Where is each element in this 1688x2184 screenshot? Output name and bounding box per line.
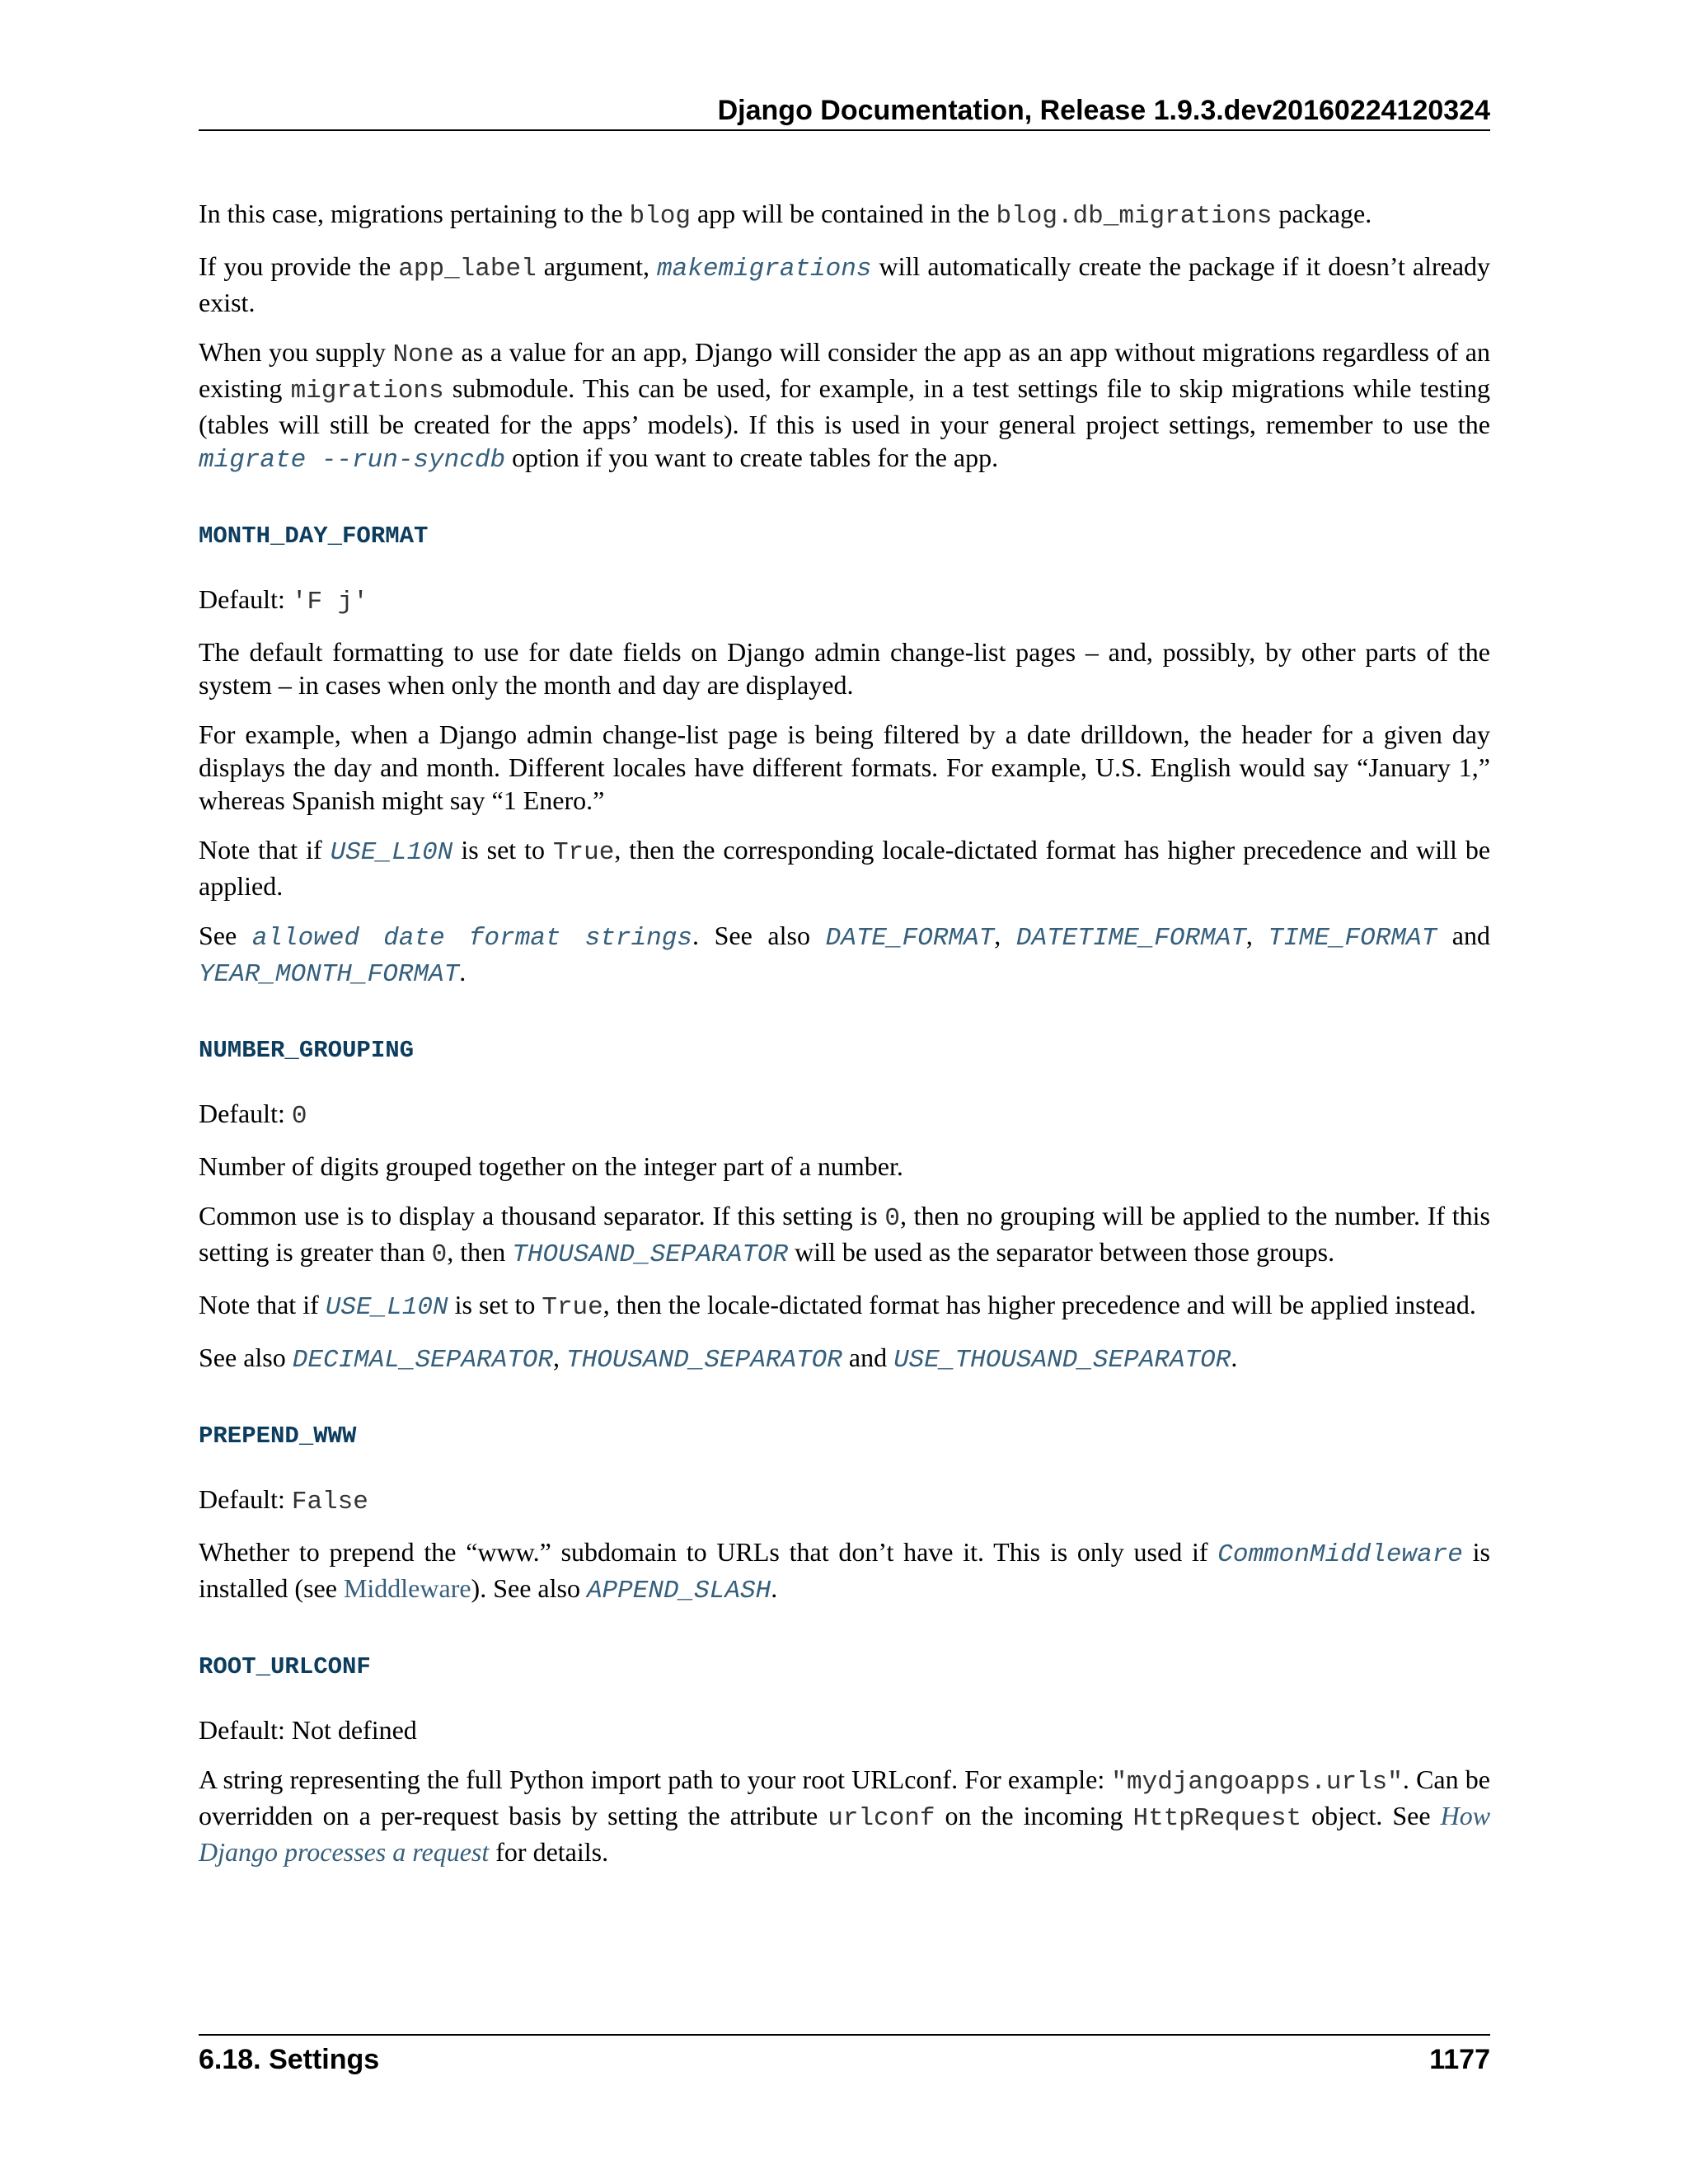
default-line: Default: 0 <box>199 1099 307 1131</box>
common-middleware-link[interactable]: CommonMiddleware <box>1217 1540 1463 1569</box>
inline-code: HttpRequest <box>1132 1804 1302 1833</box>
setting-heading-month-day-format: MONTH_DAY_FORMAT <box>199 523 429 550</box>
paragraph: Whether to prepend the “www.” subdomain to URLs that don’t have it. This is only used if CommonMiddleware is installed (see Middleware). See also APPEND_SLASH. <box>199 1537 1491 1605</box>
setting-heading-prepend-www: PREPEND_WWW <box>199 1422 357 1450</box>
setting-heading-number-grouping: NUMBER_GROUPING <box>199 1037 415 1064</box>
paragraph: Number of digits grouped together on the integer part of a number. <box>199 1151 903 1181</box>
document-page <box>199 0 1490 2184</box>
inline-code: 0 <box>431 1240 448 1269</box>
paragraph: Common use is to display a thousand separator. If this setting is 0, then no grouping will be applied to the number. If this setting is greater than 0, then THOUSAND_SEPARATOR will be used as the separator between those groups. <box>199 1201 1491 1269</box>
default-line: Default: Not defined <box>199 1715 417 1745</box>
running-header: Django Documentation, Release 1.9.3.dev20160224120324 <box>717 95 1490 126</box>
thousand-separator-link[interactable]: THOUSAND_SEPARATOR <box>566 1346 842 1375</box>
decimal-separator-link[interactable]: DECIMAL_SEPARATOR <box>292 1346 554 1375</box>
default-value: 0 <box>291 1102 307 1131</box>
use-l10n-link[interactable]: USE_L10N <box>325 1293 448 1322</box>
use-thousand-separator-link[interactable]: USE_THOUSAND_SEPARATOR <box>893 1346 1231 1375</box>
default-line: Default: False <box>199 1484 368 1516</box>
date-format-link[interactable]: DATE_FORMAT <box>825 924 995 953</box>
intro-paragraph-3: When you supply None as a value for an app, Django will consider the app as an app without migrations regardless of an existing migrations submodule. This can be used, for example, in a test settings file to skip migrations while testing (tables will still be created for the apps’ models). If this is used in your general project settings, remember to use the migrate --run-syncdb option if you want to create tables for the app. <box>199 337 1491 475</box>
paragraph: The default formatting to use for date fields on Django admin change-list pages – and, possibly, by other parts of the system – in cases when only the month and day are displayed. <box>199 637 1490 700</box>
see-also-paragraph: See allowed date format strings. See also DATE_FORMAT, DATETIME_FORMAT, TIME_FORMAT and YEAR_MONTH_FORMAT. <box>199 921 1491 989</box>
paragraph: For example, when a Django admin change-list page is being filtered by a date drilldown, the header for a given day displays the day and month. Different locales have different formats. For example, U.S. English would say “January 1,” whereas Spanish might say “1 Enero.” <box>199 719 1490 815</box>
middleware-link[interactable]: Middleware <box>343 1573 471 1603</box>
use-l10n-link[interactable]: USE_L10N <box>330 838 453 867</box>
page-footer <box>199 2041 1490 2078</box>
footer-rule <box>199 2034 1490 2036</box>
paragraph: A string representing the full Python import path to your root URLconf. For example: "mydjangoapps.urls". Can be overridden on a per-request basis by setting the attribute urlconf on the incoming HttpRequest object. See How Django processes a request for details. <box>199 1765 1491 1867</box>
intro-paragraph-1: In this case, migrations pertaining to the blog app will be contained in the blog.db_migrations package. <box>199 199 1372 231</box>
how-django-processes-request-link[interactable]: How Django processes a request <box>199 1801 1491 1867</box>
setting-heading-root-urlconf: ROOT_URLCONF <box>199 1653 371 1680</box>
inline-code: urlconf <box>828 1804 935 1833</box>
see-also-paragraph: See also DECIMAL_SEPARATOR, THOUSAND_SEPARATOR and USE_THOUSAND_SEPARATOR. <box>199 1343 1238 1375</box>
paragraph: Note that if USE_L10N is set to True, then the locale-dictated format has higher precedence and will be applied instead. <box>199 1290 1476 1322</box>
time-format-link[interactable]: TIME_FORMAT <box>1268 924 1437 953</box>
inline-code: None <box>392 340 454 369</box>
inline-code: migrations <box>290 377 444 405</box>
footer-section-title: 6.18. Settings <box>199 2044 380 2075</box>
inline-code: 0 <box>884 1204 900 1233</box>
inline-code: True <box>552 838 615 867</box>
page-number: 1177 <box>1429 2044 1490 2075</box>
makemigrations-link[interactable]: makemigrations <box>657 255 872 284</box>
migrate-run-syncdb-link[interactable]: migrate --run-syncdb <box>199 446 506 475</box>
default-value: False <box>291 1488 368 1516</box>
thousand-separator-link[interactable]: THOUSAND_SEPARATOR <box>512 1240 789 1269</box>
default-value: 'F j' <box>291 588 368 616</box>
page-content <box>199 197 1490 1885</box>
inline-code: True <box>542 1293 603 1322</box>
datetime-format-link[interactable]: DATETIME_FORMAT <box>1015 924 1246 953</box>
inline-code: blog.db_migrations <box>996 202 1273 231</box>
paragraph: Note that if USE_L10N is set to True, then the corresponding locale-dictated format has higher precedence and will be applied. <box>199 835 1491 901</box>
intro-paragraph-2: If you provide the app_label argument, makemigrations will automatically create the package if it doesn’t already exist. <box>199 251 1491 317</box>
default-line: Default: 'F j' <box>199 584 368 616</box>
year-month-format-link[interactable]: YEAR_MONTH_FORMAT <box>199 960 460 989</box>
inline-code: app_label <box>398 255 537 284</box>
allowed-date-format-strings-link[interactable]: allowed date format strings <box>251 924 692 953</box>
header-rule <box>199 129 1490 131</box>
inline-code: "mydjangoapps.urls" <box>1111 1768 1403 1797</box>
inline-code: blog <box>629 202 691 231</box>
append-slash-link[interactable]: APPEND_SLASH <box>586 1577 771 1605</box>
